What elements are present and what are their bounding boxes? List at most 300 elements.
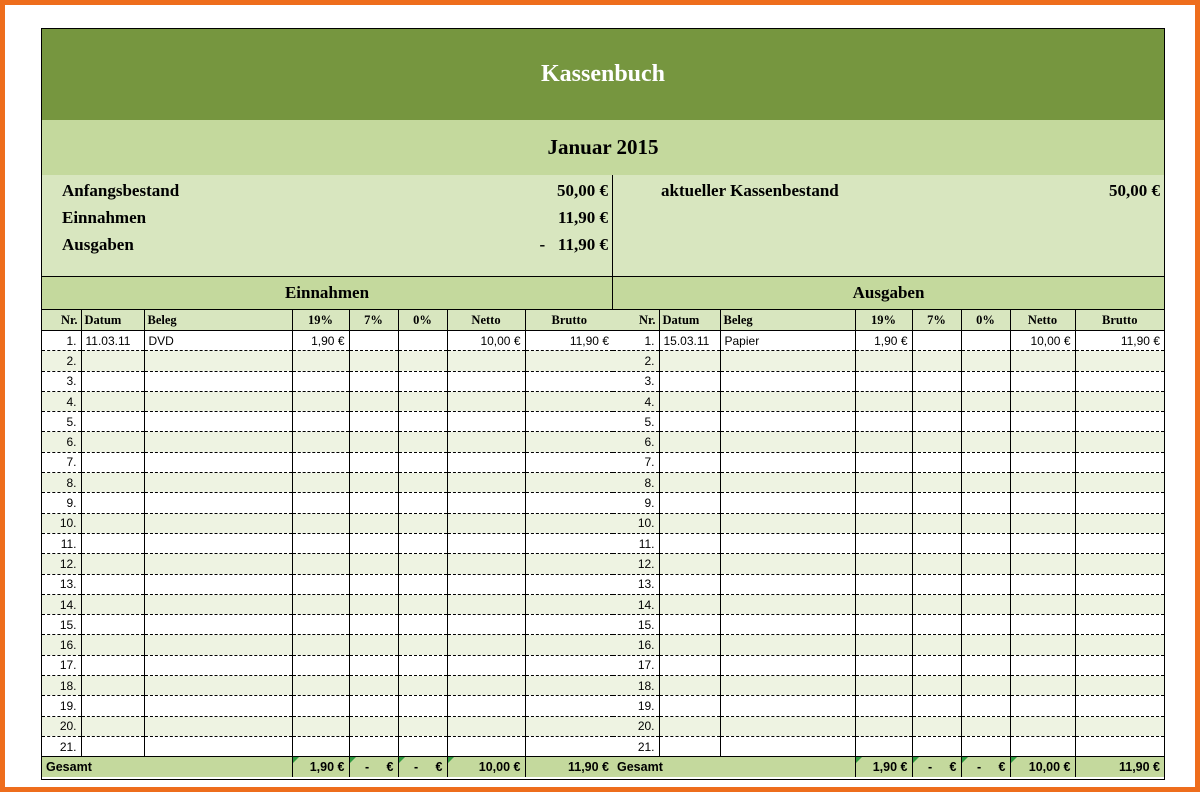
cell-netto[interactable] bbox=[447, 635, 525, 655]
cell-datum[interactable] bbox=[81, 513, 144, 533]
cell-brutto[interactable] bbox=[1075, 371, 1164, 391]
cell-p19[interactable] bbox=[292, 513, 349, 533]
cell-p0[interactable] bbox=[961, 594, 1010, 614]
cell-p0[interactable] bbox=[398, 493, 447, 513]
cell-brutto[interactable] bbox=[525, 473, 613, 493]
cell-beleg[interactable] bbox=[144, 574, 292, 594]
cell-datum[interactable] bbox=[81, 371, 144, 391]
cell-datum[interactable] bbox=[659, 696, 720, 716]
cell-brutto[interactable] bbox=[1075, 615, 1164, 635]
cell-beleg[interactable] bbox=[144, 351, 292, 371]
cell-brutto[interactable] bbox=[525, 351, 613, 371]
cell-p19[interactable] bbox=[855, 574, 912, 594]
cell-beleg[interactable] bbox=[720, 716, 855, 736]
cell-brutto[interactable] bbox=[1075, 574, 1164, 594]
cell-beleg[interactable] bbox=[144, 412, 292, 432]
cell-p19[interactable] bbox=[292, 391, 349, 411]
cell-p19[interactable] bbox=[292, 676, 349, 696]
cell-p19[interactable] bbox=[855, 371, 912, 391]
cell-brutto[interactable] bbox=[525, 696, 613, 716]
cell-brutto[interactable] bbox=[525, 493, 613, 513]
cell-brutto[interactable] bbox=[1075, 452, 1164, 472]
cell-datum[interactable] bbox=[659, 655, 720, 675]
cell-p0[interactable] bbox=[961, 513, 1010, 533]
cell-netto[interactable]: 10,00 € bbox=[447, 331, 525, 351]
cell-p7[interactable] bbox=[349, 331, 398, 351]
cell-p0[interactable] bbox=[398, 615, 447, 635]
cell-p0[interactable] bbox=[398, 351, 447, 371]
ausgaben-value[interactable]: - 11,90 € bbox=[539, 235, 608, 254]
cell-p19[interactable] bbox=[855, 615, 912, 635]
cell-netto[interactable] bbox=[447, 513, 525, 533]
cell-netto[interactable] bbox=[1010, 513, 1075, 533]
cell-netto[interactable] bbox=[1010, 533, 1075, 553]
cell-p7[interactable] bbox=[912, 391, 961, 411]
cell-p0[interactable] bbox=[961, 331, 1010, 351]
cell-p0[interactable] bbox=[398, 554, 447, 574]
cell-p7[interactable] bbox=[349, 676, 398, 696]
cell-beleg[interactable] bbox=[144, 635, 292, 655]
cell-datum[interactable] bbox=[659, 554, 720, 574]
cell-beleg[interactable] bbox=[720, 574, 855, 594]
cell-datum[interactable] bbox=[81, 615, 144, 635]
cell-p7[interactable] bbox=[349, 493, 398, 513]
cell-p0[interactable] bbox=[398, 574, 447, 594]
cell-datum[interactable] bbox=[659, 615, 720, 635]
cell-p0[interactable] bbox=[398, 635, 447, 655]
total-brutto[interactable]: 11,90 € bbox=[1075, 757, 1164, 778]
cell-p7[interactable] bbox=[349, 716, 398, 736]
cell-beleg[interactable] bbox=[144, 493, 292, 513]
cell-p7[interactable] bbox=[912, 513, 961, 533]
cell-beleg[interactable] bbox=[720, 432, 855, 452]
cell-beleg[interactable] bbox=[144, 716, 292, 736]
cell-p7[interactable] bbox=[912, 635, 961, 655]
cell-p0[interactable] bbox=[961, 432, 1010, 452]
cell-p19[interactable] bbox=[292, 574, 349, 594]
cell-datum[interactable] bbox=[81, 736, 144, 756]
cell-datum[interactable] bbox=[81, 716, 144, 736]
cell-beleg[interactable]: Papier bbox=[720, 331, 855, 351]
cell-p19[interactable]: 1,90 € bbox=[292, 331, 349, 351]
cell-datum[interactable] bbox=[81, 533, 144, 553]
cell-brutto[interactable] bbox=[1075, 351, 1164, 371]
cell-p19[interactable] bbox=[855, 513, 912, 533]
cell-datum[interactable] bbox=[659, 391, 720, 411]
cell-brutto[interactable] bbox=[525, 391, 613, 411]
cell-brutto[interactable] bbox=[525, 533, 613, 553]
cell-beleg[interactable] bbox=[144, 432, 292, 452]
cell-p7[interactable] bbox=[912, 696, 961, 716]
cell-datum[interactable] bbox=[81, 655, 144, 675]
cell-brutto[interactable] bbox=[1075, 716, 1164, 736]
einnahmen-value[interactable]: 11,90 € bbox=[557, 208, 608, 227]
cell-netto[interactable] bbox=[1010, 655, 1075, 675]
cell-beleg[interactable] bbox=[144, 676, 292, 696]
cell-p7[interactable] bbox=[912, 351, 961, 371]
total-netto[interactable]: 10,00 € bbox=[447, 757, 525, 778]
cell-p7[interactable] bbox=[349, 351, 398, 371]
cell-brutto[interactable] bbox=[525, 736, 613, 756]
cell-netto[interactable] bbox=[1010, 371, 1075, 391]
cell-beleg[interactable] bbox=[144, 615, 292, 635]
cell-netto[interactable] bbox=[447, 391, 525, 411]
cell-datum[interactable]: 15.03.11 bbox=[659, 331, 720, 351]
cell-datum[interactable] bbox=[81, 473, 144, 493]
cell-p7[interactable] bbox=[349, 594, 398, 614]
cell-brutto[interactable]: 11,90 € bbox=[525, 331, 613, 351]
cell-netto[interactable] bbox=[1010, 716, 1075, 736]
cell-p7[interactable] bbox=[912, 594, 961, 614]
cell-p7[interactable] bbox=[912, 655, 961, 675]
cell-netto[interactable] bbox=[447, 473, 525, 493]
cell-beleg[interactable] bbox=[720, 371, 855, 391]
cell-netto[interactable] bbox=[447, 493, 525, 513]
cell-p7[interactable] bbox=[912, 554, 961, 574]
cell-beleg[interactable] bbox=[144, 554, 292, 574]
cell-beleg[interactable] bbox=[720, 412, 855, 432]
total-brutto[interactable]: 11,90 € bbox=[525, 757, 613, 778]
cell-datum[interactable] bbox=[659, 676, 720, 696]
cell-p7[interactable] bbox=[912, 432, 961, 452]
cell-p0[interactable] bbox=[961, 736, 1010, 756]
cell-netto[interactable] bbox=[447, 736, 525, 756]
cell-netto[interactable] bbox=[447, 452, 525, 472]
cell-p7[interactable] bbox=[349, 554, 398, 574]
cell-beleg[interactable] bbox=[720, 533, 855, 553]
cell-beleg[interactable] bbox=[720, 351, 855, 371]
cell-brutto[interactable] bbox=[525, 574, 613, 594]
cell-datum[interactable] bbox=[659, 351, 720, 371]
cell-beleg[interactable] bbox=[144, 594, 292, 614]
cell-datum[interactable] bbox=[81, 696, 144, 716]
total-p19[interactable]: 1,90 € bbox=[855, 757, 912, 778]
cell-p7[interactable] bbox=[349, 432, 398, 452]
cell-p0[interactable] bbox=[398, 331, 447, 351]
cell-p7[interactable] bbox=[349, 696, 398, 716]
cell-p7[interactable] bbox=[912, 371, 961, 391]
cell-p7[interactable] bbox=[349, 452, 398, 472]
cell-p7[interactable] bbox=[912, 615, 961, 635]
cell-netto[interactable] bbox=[447, 371, 525, 391]
cell-datum[interactable] bbox=[659, 371, 720, 391]
cell-p19[interactable] bbox=[855, 635, 912, 655]
cell-p7[interactable] bbox=[912, 493, 961, 513]
cell-brutto[interactable] bbox=[525, 615, 613, 635]
cell-netto[interactable] bbox=[447, 533, 525, 553]
cell-p19[interactable] bbox=[855, 655, 912, 675]
cell-datum[interactable] bbox=[659, 594, 720, 614]
cell-p7[interactable] bbox=[912, 574, 961, 594]
cell-beleg[interactable] bbox=[720, 736, 855, 756]
cell-netto[interactable] bbox=[1010, 676, 1075, 696]
cell-datum[interactable] bbox=[659, 736, 720, 756]
cell-brutto[interactable] bbox=[525, 371, 613, 391]
cell-p0[interactable] bbox=[398, 676, 447, 696]
cell-beleg[interactable] bbox=[144, 473, 292, 493]
cell-p0[interactable] bbox=[961, 696, 1010, 716]
cell-p19[interactable] bbox=[292, 594, 349, 614]
cell-p7[interactable] bbox=[349, 513, 398, 533]
cell-p0[interactable] bbox=[961, 493, 1010, 513]
cell-brutto[interactable] bbox=[525, 412, 613, 432]
cell-p0[interactable] bbox=[961, 351, 1010, 371]
cell-beleg[interactable] bbox=[720, 696, 855, 716]
cell-p7[interactable] bbox=[349, 615, 398, 635]
cell-p19[interactable] bbox=[292, 716, 349, 736]
cell-beleg[interactable] bbox=[720, 635, 855, 655]
cell-beleg[interactable] bbox=[720, 473, 855, 493]
cell-p0[interactable] bbox=[398, 473, 447, 493]
kasse-value[interactable]: 50,00 € bbox=[1109, 181, 1160, 200]
cell-brutto[interactable] bbox=[525, 554, 613, 574]
cell-p7[interactable] bbox=[349, 412, 398, 432]
cell-netto[interactable] bbox=[1010, 473, 1075, 493]
total-p7[interactable]: - € bbox=[349, 757, 398, 778]
cell-netto[interactable] bbox=[1010, 351, 1075, 371]
cell-beleg[interactable] bbox=[144, 391, 292, 411]
cell-p19[interactable] bbox=[292, 493, 349, 513]
cell-beleg[interactable] bbox=[720, 594, 855, 614]
cell-p19[interactable] bbox=[855, 412, 912, 432]
cell-netto[interactable] bbox=[1010, 594, 1075, 614]
cell-p0[interactable] bbox=[398, 452, 447, 472]
cell-p19[interactable] bbox=[292, 635, 349, 655]
cell-datum[interactable] bbox=[81, 432, 144, 452]
cell-beleg[interactable] bbox=[720, 615, 855, 635]
cell-p19[interactable] bbox=[292, 736, 349, 756]
cell-netto[interactable] bbox=[447, 676, 525, 696]
cell-p7[interactable] bbox=[349, 655, 398, 675]
cell-p19[interactable] bbox=[292, 655, 349, 675]
cell-p7[interactable] bbox=[349, 533, 398, 553]
cell-netto[interactable] bbox=[1010, 736, 1075, 756]
cell-beleg[interactable] bbox=[720, 676, 855, 696]
cell-p19[interactable] bbox=[855, 432, 912, 452]
cell-brutto[interactable] bbox=[1075, 391, 1164, 411]
cell-datum[interactable] bbox=[81, 594, 144, 614]
cell-netto[interactable] bbox=[1010, 432, 1075, 452]
cell-p7[interactable] bbox=[912, 716, 961, 736]
cell-beleg[interactable] bbox=[720, 493, 855, 513]
cell-brutto[interactable] bbox=[525, 432, 613, 452]
cell-p0[interactable] bbox=[961, 452, 1010, 472]
cell-brutto[interactable] bbox=[525, 452, 613, 472]
cell-beleg[interactable] bbox=[720, 452, 855, 472]
cell-netto[interactable] bbox=[1010, 412, 1075, 432]
cell-p19[interactable] bbox=[855, 391, 912, 411]
cell-p7[interactable] bbox=[349, 391, 398, 411]
cell-beleg[interactable]: DVD bbox=[144, 331, 292, 351]
cell-p7[interactable] bbox=[912, 736, 961, 756]
cell-p0[interactable] bbox=[398, 655, 447, 675]
cell-brutto[interactable] bbox=[1075, 655, 1164, 675]
total-p0[interactable]: - € bbox=[398, 757, 447, 778]
cell-p7[interactable] bbox=[912, 533, 961, 553]
cell-p0[interactable] bbox=[398, 533, 447, 553]
cell-datum[interactable] bbox=[659, 533, 720, 553]
cell-brutto[interactable] bbox=[1075, 736, 1164, 756]
cell-datum[interactable] bbox=[659, 452, 720, 472]
anfang-value[interactable]: 50,00 € bbox=[557, 181, 608, 200]
cell-p0[interactable] bbox=[961, 391, 1010, 411]
cell-p19[interactable] bbox=[292, 371, 349, 391]
cell-p7[interactable] bbox=[912, 676, 961, 696]
cell-brutto[interactable] bbox=[525, 655, 613, 675]
cell-netto[interactable] bbox=[1010, 554, 1075, 574]
cell-p7[interactable] bbox=[912, 452, 961, 472]
cell-p19[interactable] bbox=[292, 432, 349, 452]
cell-brutto[interactable] bbox=[1075, 412, 1164, 432]
cell-brutto[interactable] bbox=[1075, 554, 1164, 574]
cell-p7[interactable] bbox=[349, 736, 398, 756]
cell-p0[interactable] bbox=[961, 655, 1010, 675]
cell-netto[interactable] bbox=[447, 432, 525, 452]
cell-brutto[interactable] bbox=[525, 676, 613, 696]
cell-p0[interactable] bbox=[398, 716, 447, 736]
cell-beleg[interactable] bbox=[144, 371, 292, 391]
cell-p19[interactable] bbox=[292, 696, 349, 716]
total-netto[interactable]: 10,00 € bbox=[1010, 757, 1075, 778]
cell-netto[interactable] bbox=[447, 716, 525, 736]
cell-datum[interactable] bbox=[81, 635, 144, 655]
cell-netto[interactable] bbox=[1010, 391, 1075, 411]
cell-netto[interactable] bbox=[447, 594, 525, 614]
cell-beleg[interactable] bbox=[720, 513, 855, 533]
cell-p19[interactable] bbox=[855, 493, 912, 513]
cell-p0[interactable] bbox=[961, 716, 1010, 736]
cell-p0[interactable] bbox=[961, 371, 1010, 391]
cell-brutto[interactable] bbox=[1075, 676, 1164, 696]
cell-p19[interactable] bbox=[855, 351, 912, 371]
cell-datum[interactable] bbox=[81, 493, 144, 513]
cell-p19[interactable] bbox=[855, 736, 912, 756]
cell-p0[interactable] bbox=[961, 615, 1010, 635]
cell-p0[interactable] bbox=[961, 473, 1010, 493]
cell-brutto[interactable] bbox=[1075, 473, 1164, 493]
cell-p7[interactable] bbox=[349, 574, 398, 594]
cell-brutto[interactable] bbox=[525, 594, 613, 614]
cell-brutto[interactable] bbox=[1075, 635, 1164, 655]
cell-netto[interactable] bbox=[447, 351, 525, 371]
cell-netto[interactable] bbox=[447, 412, 525, 432]
cell-p7[interactable] bbox=[912, 412, 961, 432]
cell-datum[interactable] bbox=[659, 574, 720, 594]
cell-brutto[interactable] bbox=[1075, 432, 1164, 452]
cell-p0[interactable] bbox=[398, 513, 447, 533]
cell-netto[interactable] bbox=[447, 655, 525, 675]
cell-brutto[interactable]: 11,90 € bbox=[1075, 331, 1164, 351]
cell-datum[interactable] bbox=[81, 391, 144, 411]
cell-p19[interactable] bbox=[292, 452, 349, 472]
cell-beleg[interactable] bbox=[144, 452, 292, 472]
cell-p7[interactable] bbox=[912, 331, 961, 351]
cell-p7[interactable] bbox=[349, 371, 398, 391]
cell-datum[interactable] bbox=[81, 676, 144, 696]
cell-p19[interactable] bbox=[855, 473, 912, 493]
cell-datum[interactable]: 11.03.11 bbox=[81, 331, 144, 351]
cell-p0[interactable] bbox=[398, 391, 447, 411]
cell-p19[interactable] bbox=[292, 473, 349, 493]
cell-p7[interactable] bbox=[349, 473, 398, 493]
cell-p0[interactable] bbox=[398, 412, 447, 432]
cell-brutto[interactable] bbox=[525, 716, 613, 736]
cell-p19[interactable] bbox=[855, 533, 912, 553]
cell-netto[interactable] bbox=[1010, 615, 1075, 635]
cell-beleg[interactable] bbox=[720, 391, 855, 411]
cell-brutto[interactable] bbox=[1075, 696, 1164, 716]
cell-netto[interactable] bbox=[447, 574, 525, 594]
cell-p0[interactable] bbox=[398, 594, 447, 614]
cell-netto[interactable] bbox=[447, 696, 525, 716]
cell-p0[interactable] bbox=[961, 676, 1010, 696]
cell-p19[interactable] bbox=[292, 554, 349, 574]
cell-p19[interactable] bbox=[292, 351, 349, 371]
cell-datum[interactable] bbox=[81, 452, 144, 472]
cell-p19[interactable] bbox=[292, 412, 349, 432]
cell-netto[interactable] bbox=[447, 554, 525, 574]
cell-beleg[interactable] bbox=[144, 533, 292, 553]
total-p19[interactable]: 1,90 € bbox=[292, 757, 349, 778]
cell-brutto[interactable] bbox=[1075, 513, 1164, 533]
cell-beleg[interactable] bbox=[720, 655, 855, 675]
cell-beleg[interactable] bbox=[144, 513, 292, 533]
cell-p0[interactable] bbox=[398, 736, 447, 756]
cell-netto[interactable] bbox=[1010, 493, 1075, 513]
cell-p0[interactable] bbox=[398, 432, 447, 452]
cell-p19[interactable] bbox=[855, 716, 912, 736]
cell-p19[interactable] bbox=[292, 533, 349, 553]
cell-p19[interactable] bbox=[855, 594, 912, 614]
cell-datum[interactable] bbox=[659, 473, 720, 493]
cell-datum[interactable] bbox=[659, 635, 720, 655]
cell-beleg[interactable] bbox=[144, 655, 292, 675]
cell-datum[interactable] bbox=[659, 412, 720, 432]
cell-p19[interactable] bbox=[855, 554, 912, 574]
cell-datum[interactable] bbox=[659, 513, 720, 533]
cell-brutto[interactable] bbox=[1075, 493, 1164, 513]
cell-brutto[interactable] bbox=[525, 635, 613, 655]
cell-netto[interactable] bbox=[447, 615, 525, 635]
cell-datum[interactable] bbox=[81, 554, 144, 574]
cell-datum[interactable] bbox=[659, 493, 720, 513]
cell-netto[interactable]: 10,00 € bbox=[1010, 331, 1075, 351]
cell-p7[interactable] bbox=[912, 473, 961, 493]
total-p0[interactable]: - € bbox=[961, 757, 1010, 778]
cell-p19[interactable] bbox=[855, 676, 912, 696]
cell-p0[interactable] bbox=[398, 371, 447, 391]
cell-p0[interactable] bbox=[961, 574, 1010, 594]
cell-brutto[interactable] bbox=[525, 513, 613, 533]
cell-p0[interactable] bbox=[961, 554, 1010, 574]
cell-beleg[interactable] bbox=[144, 696, 292, 716]
cell-p19[interactable]: 1,90 € bbox=[855, 331, 912, 351]
cell-p19[interactable] bbox=[292, 615, 349, 635]
cell-p0[interactable] bbox=[961, 533, 1010, 553]
cell-datum[interactable] bbox=[81, 574, 144, 594]
cell-beleg[interactable] bbox=[720, 554, 855, 574]
cell-p0[interactable] bbox=[961, 635, 1010, 655]
cell-netto[interactable] bbox=[1010, 696, 1075, 716]
cell-netto[interactable] bbox=[1010, 635, 1075, 655]
cell-p0[interactable] bbox=[398, 696, 447, 716]
cell-p0[interactable] bbox=[961, 412, 1010, 432]
cell-p19[interactable] bbox=[855, 696, 912, 716]
cell-p19[interactable] bbox=[855, 452, 912, 472]
cell-datum[interactable] bbox=[81, 351, 144, 371]
cell-netto[interactable] bbox=[1010, 574, 1075, 594]
cell-datum[interactable] bbox=[659, 716, 720, 736]
